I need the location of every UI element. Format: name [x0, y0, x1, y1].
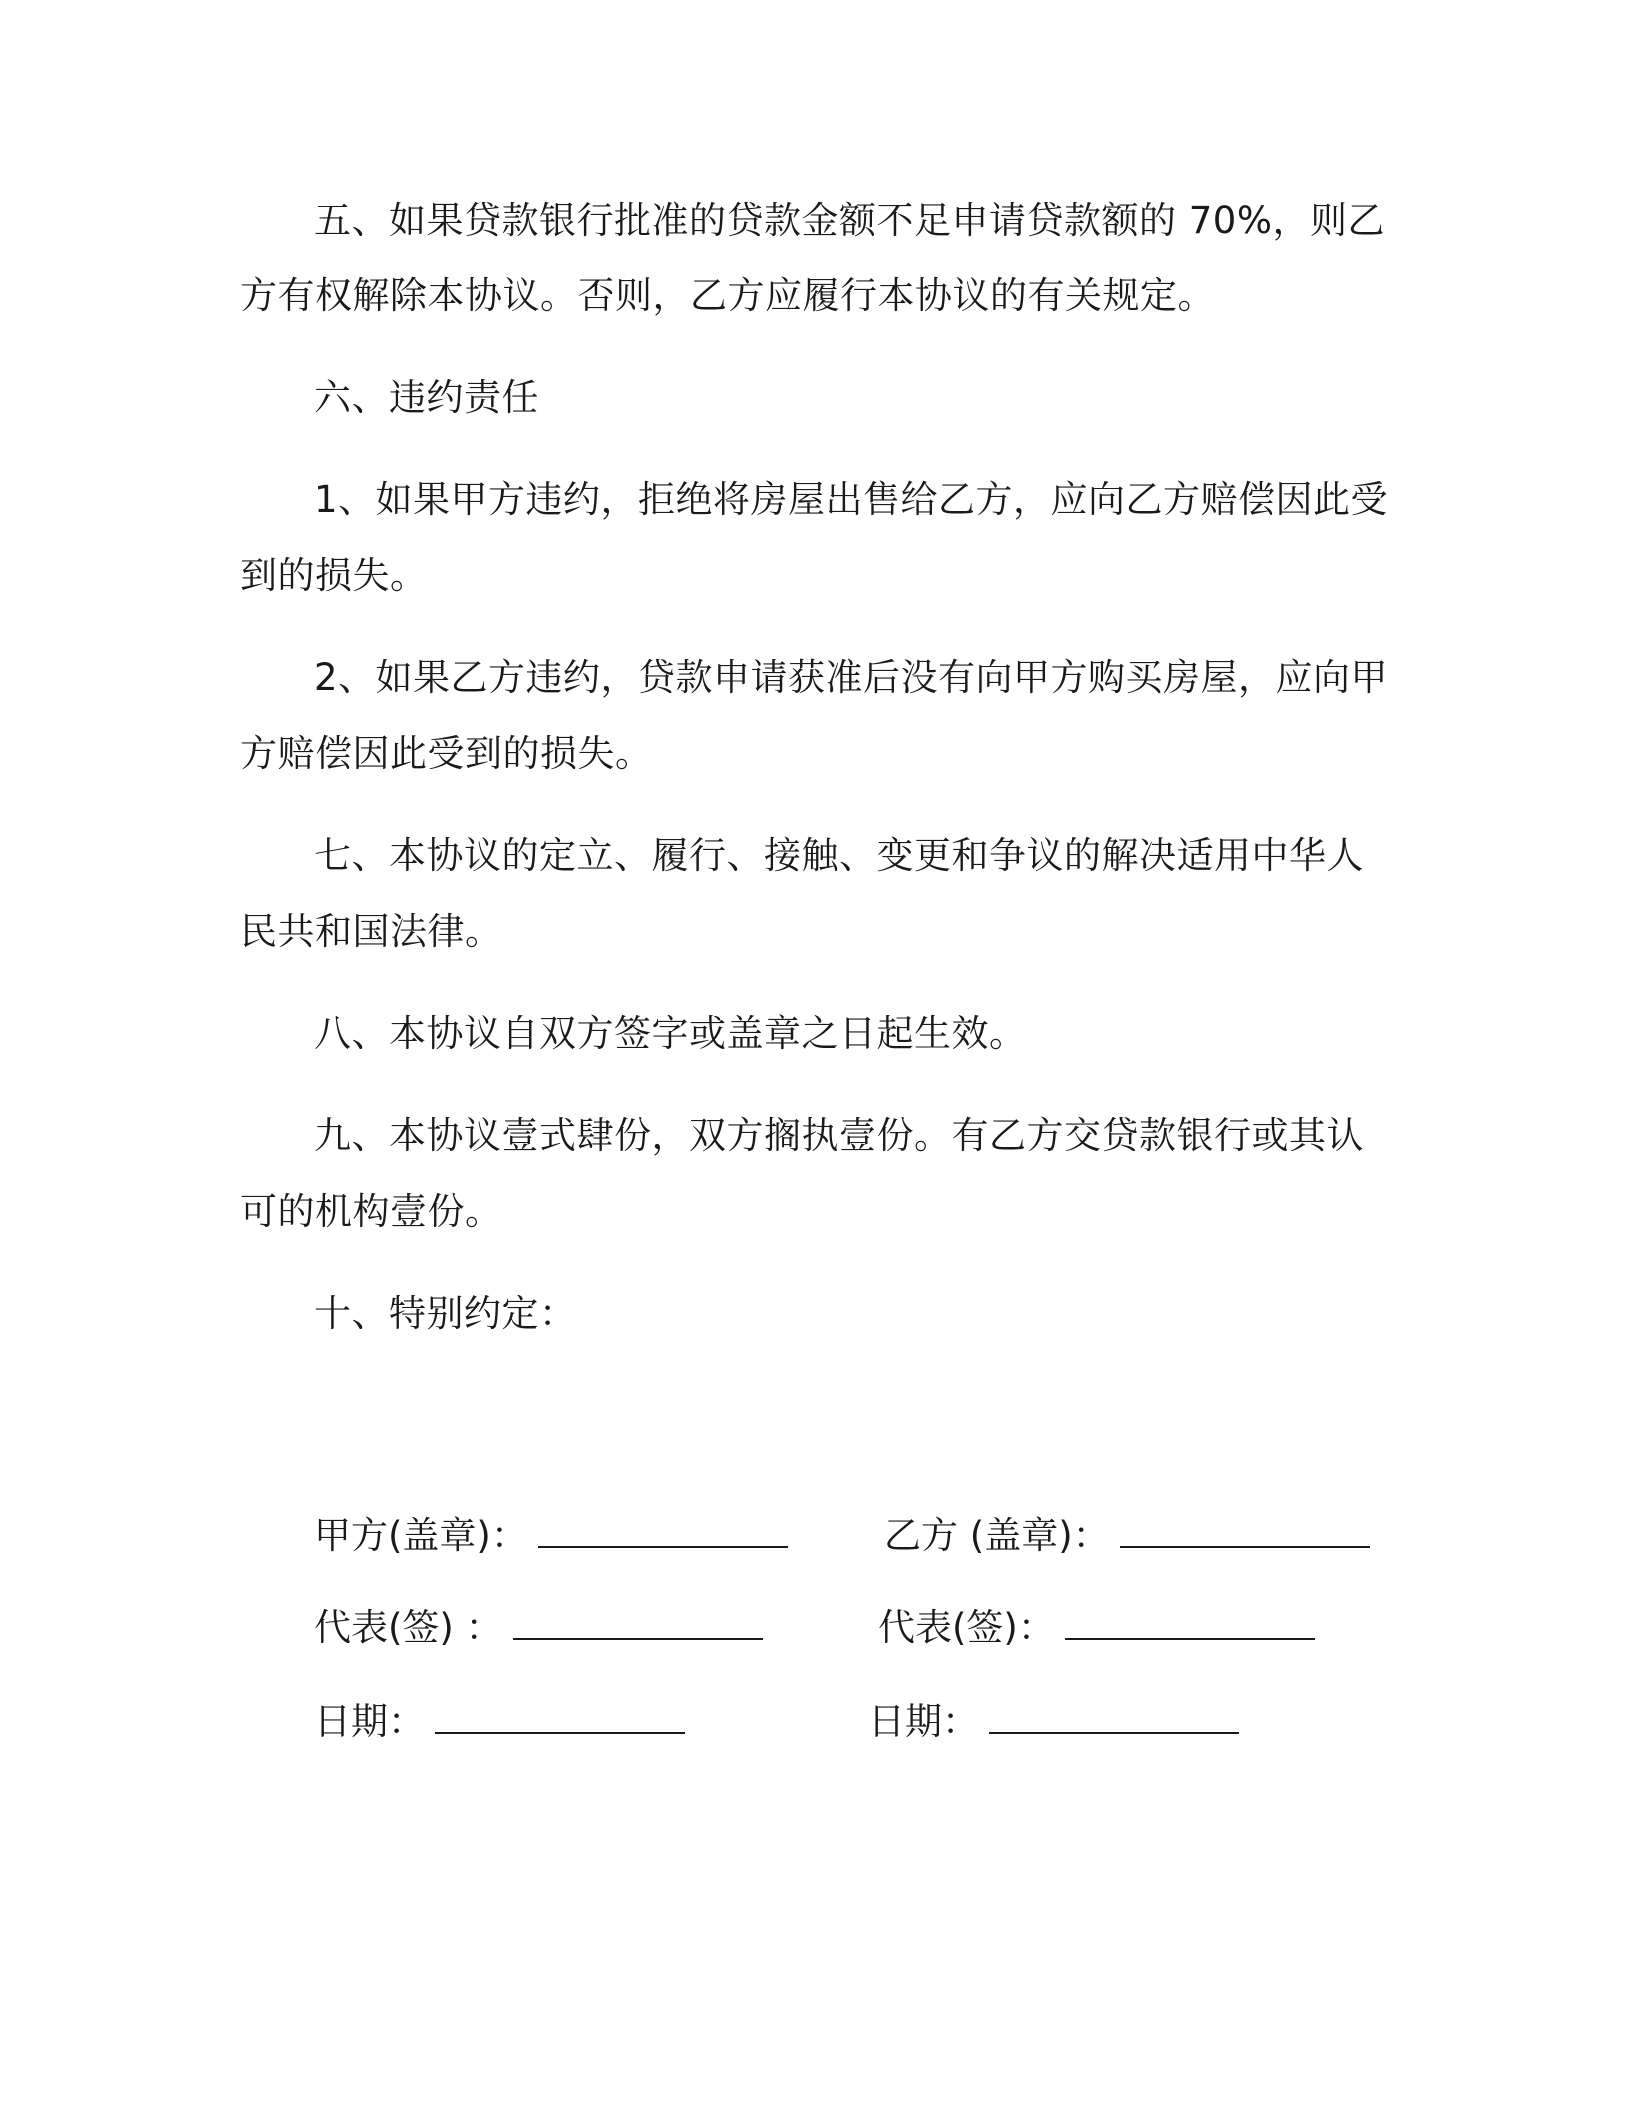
- clause-5-line-1: 五、如果贷款银行批准的贷款金额不足申请贷款额的 70%，则乙: [314, 199, 1385, 242]
- party-a-rep-row: [314, 1600, 763, 1654]
- party-b-seal-blank: [1120, 1508, 1370, 1548]
- clause-7-line-2: 民共和国法律。: [240, 910, 503, 953]
- party-b-seal-label: 乙方 (盖章)：: [884, 1514, 1110, 1557]
- party-a-date-blank: [435, 1694, 685, 1734]
- party-a-date-row: [314, 1694, 685, 1748]
- party-b-date-label: 日期：: [868, 1700, 979, 1743]
- clause-6-heading: 六、违约责任: [314, 376, 539, 419]
- clause-6-1-line-1: 1、如果甲方违约，拒绝将房屋出售给乙方，应向乙方赔偿因此受: [314, 478, 1389, 521]
- clause-6-2-line-2: 方赔偿因此受到的损失。: [240, 732, 653, 775]
- clause-9-line-1: 九、本协议壹式肆份，双方搁执壹份。有乙方交贷款银行或其认: [314, 1114, 1364, 1157]
- party-a-seal-blank: [538, 1508, 788, 1548]
- party-b-rep-label: 代表(签)：: [878, 1606, 1055, 1649]
- clause-7-line-1: 七、本协议的定立、履行、接触、变更和争议的解决适用中华人: [314, 834, 1364, 877]
- clause-6-1-line-2: 到的损失。: [240, 554, 428, 597]
- party-b-rep-blank: [1065, 1600, 1315, 1640]
- party-b-date-row: [868, 1694, 1239, 1748]
- party-b-date-blank: [989, 1694, 1239, 1734]
- party-a-rep-label: 代表(签) ：: [314, 1606, 503, 1649]
- party-b-seal-row: [884, 1508, 1370, 1562]
- party-a-date-label: 日期：: [314, 1700, 425, 1743]
- party-a-seal-label: 甲方(盖章)：: [314, 1514, 528, 1557]
- party-b-rep-row: [878, 1600, 1315, 1654]
- party-a-rep-blank: [513, 1600, 763, 1640]
- clause-8-line-1: 八、本协议自双方签字或盖章之日起生效。: [314, 1012, 1027, 1055]
- clause-9-line-2: 可的机构壹份。: [240, 1190, 503, 1233]
- clause-10-heading: 十、特别约定：: [314, 1292, 577, 1335]
- party-a-seal-row: [314, 1508, 788, 1562]
- clause-6-2-line-1: 2、如果乙方违约，贷款申请获准后没有向甲方购买房屋，应向甲: [314, 656, 1389, 699]
- clause-5-line-2: 方有权解除本协议。否则，乙方应履行本协议的有关规定。: [240, 274, 1215, 317]
